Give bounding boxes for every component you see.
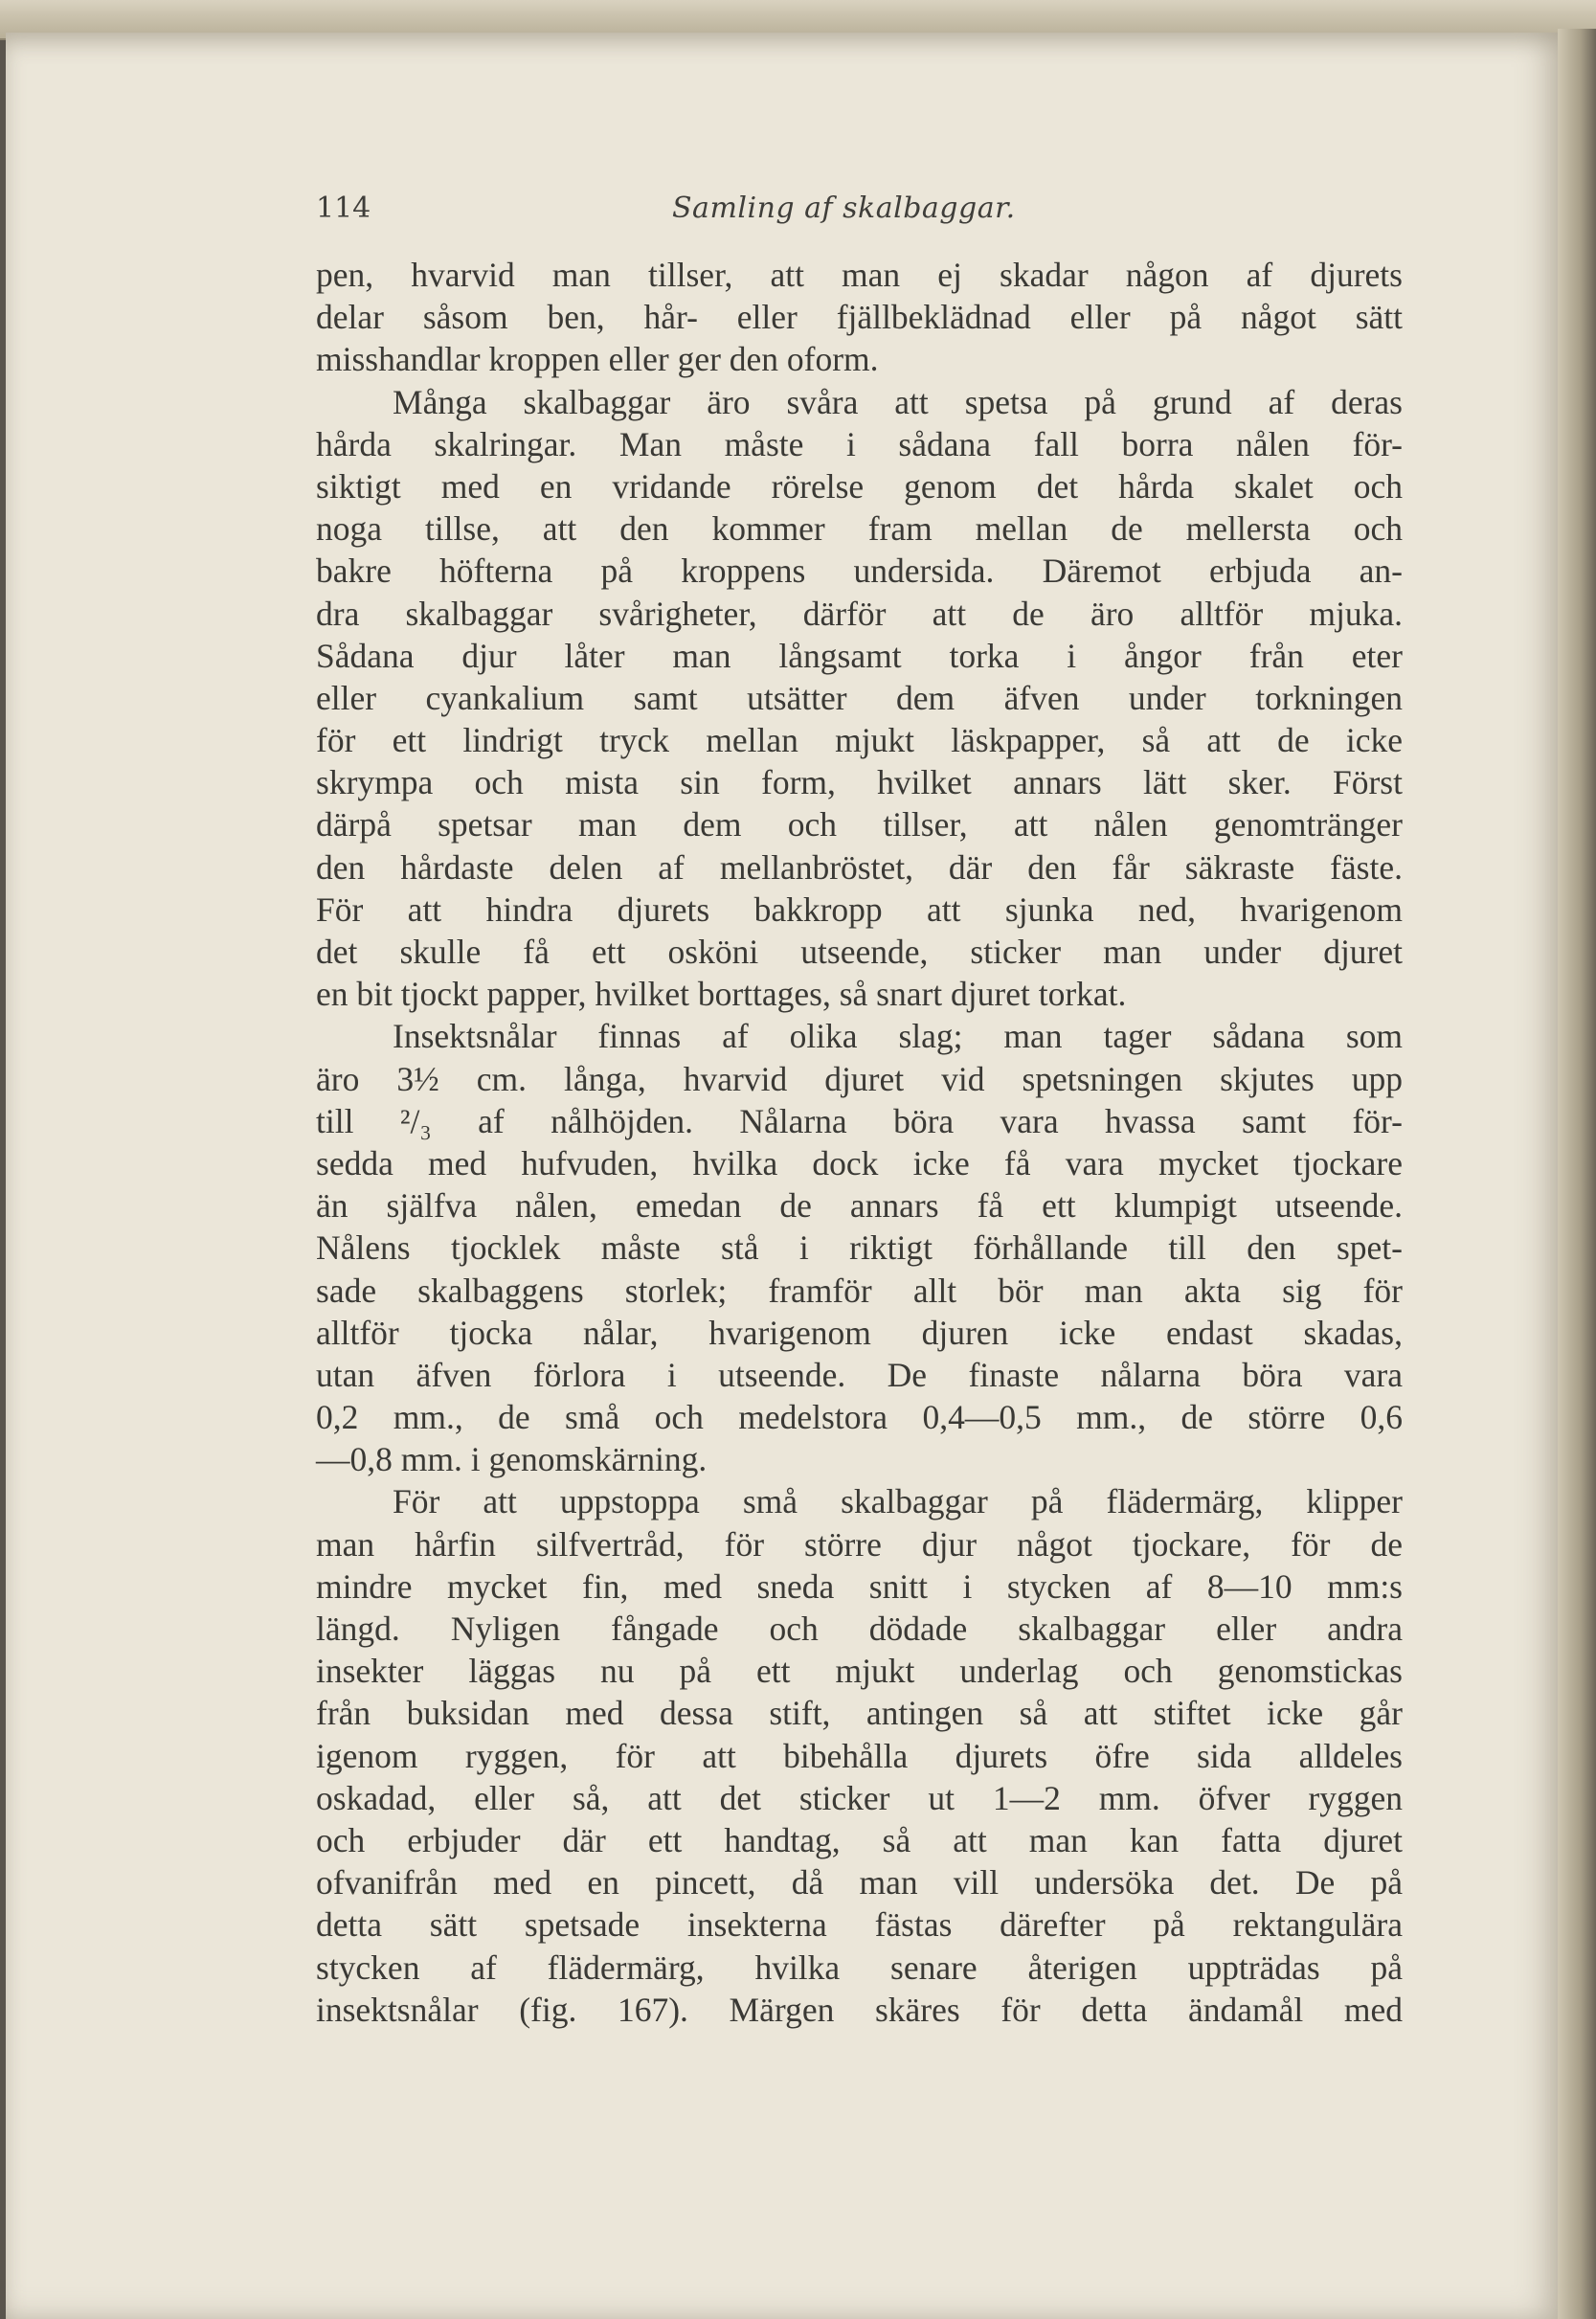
text-line: en bit tjockt papper, hvilket borttages, så snart djuret torkat.: [316, 975, 1127, 1014]
text-line: För att hindra djurets bakkropp att sjunka ned, hvarigenom: [316, 889, 1403, 929]
text-line: utan äfven förlora i utseende. De finaste nålarna böra vara: [316, 1355, 1403, 1394]
text-line: Insektsnålar finnas af olika slag; man tager sådana som: [393, 1017, 1403, 1056]
text-line: siktigt med en vridande rörelse genom det hårda skalet och: [316, 466, 1403, 506]
text-line: ofvanifrån med en pincett, då man vill undersöka det. De på: [316, 1863, 1403, 1902]
text-line: stycken af flädermärg, hvilka senare återigen uppträdas på: [316, 1948, 1403, 1987]
text-line: detta sätt spetsade insekterna fästas därefter på rektangulära: [316, 1905, 1403, 1945]
page-header: [316, 191, 1398, 237]
text-line: eller cyankalium samt utsätter dem äfven under torkningen: [316, 678, 1403, 717]
text-line: misshandlar kroppen eller ger den oform.: [316, 340, 879, 379]
text-line: —0,8 mm. i genomskärning.: [316, 1440, 708, 1479]
text-line: igenom ryggen, för att bibehålla djurets öfre sida alldeles: [316, 1736, 1403, 1775]
text-line: skrympa och mista sin form, hvilket annars lätt sker. Först: [316, 763, 1403, 802]
text-line: än själfva nålen, emedan de annars få ett klumpigt utseende.: [316, 1186, 1403, 1226]
text-line: pen, hvarvid man tillser, att man ej skadar någon af djurets: [316, 256, 1403, 294]
text-line: oskadad, eller så, att det sticker ut 1—2 mm. öfver ryggen: [316, 1778, 1403, 1817]
text-line: För att uppstoppa små skalbaggar på flädermärg, klipper: [393, 1482, 1403, 1521]
text-line: från buksidan med dessa stift, antingen så att stiftet icke går: [316, 1694, 1403, 1733]
text-line: det skulle få ett osköni utseende, sticker man under djuret: [316, 933, 1403, 971]
text-line: sade skalbaggens storlek; framför allt bör man akta sig för: [316, 1271, 1403, 1310]
text-line: noga tillse, att den kommer fram mellan de mellersta och: [316, 509, 1403, 549]
text-line: sedda med hufvuden, hvilka dock icke få vara mycket tjockare: [316, 1143, 1403, 1182]
text-line: bakre höfterna på kroppens undersida. Däremot erbjuda an-: [316, 552, 1403, 591]
text-line: hårda skalringar. Man måste i sådana fall borra nålen för-: [316, 424, 1403, 463]
body-text: [316, 254, 1403, 2031]
text-line: man hårfin silfvertråd, för större djur något tjockare, för de: [316, 1524, 1403, 1564]
text-line: alltför tjocka nålar, hvarigenom djuren icke endast skadas,: [316, 1313, 1403, 1352]
text-line: dra skalbaggar svårigheter, därför att de äro alltför mjuka.: [316, 594, 1403, 633]
text-line: äro 3½ cm. långa, hvarvid djuret vid spetsningen skjutes upp: [316, 1059, 1403, 1098]
text-line: därpå spetsar man dem och tillser, att nålen genomtränger: [316, 805, 1403, 844]
text-line: 0,2 mm., de små och medelstora 0,4—0,5 mm., de större 0,6: [316, 1398, 1403, 1437]
text-line: Nålens tjocklek måste stå i riktigt förhållande till den spet-: [316, 1228, 1403, 1268]
text-line: mindre mycket fin, med sneda snitt i stycken af 8—10 mm:s: [316, 1566, 1403, 1606]
text-line: till ²/₃ af nålhöjden. Nålarna böra vara hvassa samt för-: [316, 1101, 1403, 1140]
text-line: insekter läggas nu på ett mjukt underlag och genomstickas: [316, 1652, 1403, 1691]
text-line: längd. Nyligen fångade och dödade skalbaggar eller andra: [316, 1610, 1403, 1648]
text-line: Många skalbaggar äro svåra att spetsa på grund af deras: [393, 382, 1403, 421]
text-line: delar såsom ben, hår- eller fjällbeklädnad eller på något sätt: [316, 298, 1403, 337]
text-line: Sådana djur låter man långsamt torka i ångor från eter: [316, 636, 1403, 675]
text-line: insektsnålar (fig. 167). Märgen skäres för detta ändamål med: [316, 1990, 1403, 2029]
book-gutter-edge: [1558, 29, 1596, 2319]
page-number: 114: [316, 191, 371, 225]
running-title: Samling af skalbaggar.: [672, 191, 1016, 225]
text-line: den hårdaste delen af mellanbröstet, där den får säkraste fäste.: [316, 847, 1403, 887]
text-line: för ett lindrigt tryck mellan mjukt läskpapper, så att de icke: [316, 721, 1403, 760]
text-line: och erbjuder där ett handtag, så att man kan fatta djuret: [316, 1820, 1403, 1859]
